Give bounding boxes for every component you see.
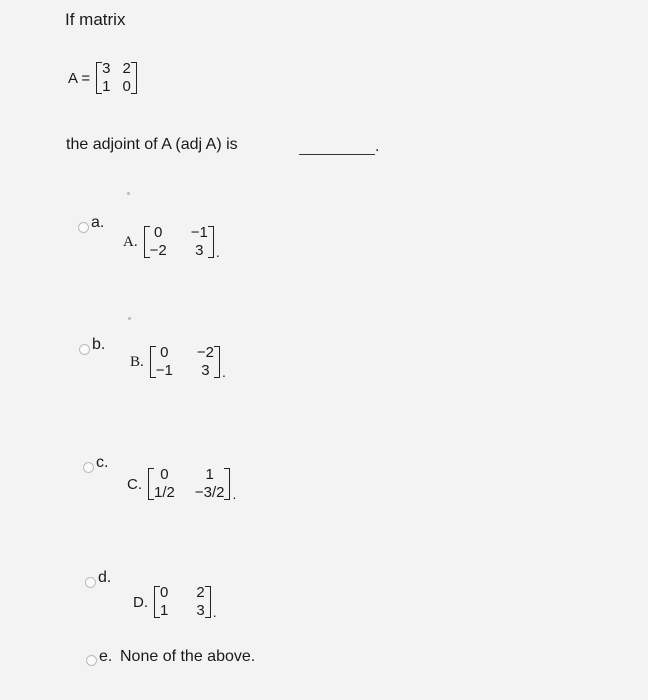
option-c-prefix: C. xyxy=(127,475,142,493)
option-b-letter[interactable]: b. xyxy=(92,336,106,353)
option-c-radio[interactable] xyxy=(83,462,94,473)
matrix-cell: −1 xyxy=(190,224,208,241)
matrix-cell: 3 xyxy=(195,242,204,259)
option-d-suffix: . xyxy=(212,604,217,620)
matrix-cell: 3 xyxy=(102,60,111,77)
option-a-prefix: A. xyxy=(123,233,138,250)
matrix-brackets xyxy=(148,466,230,502)
answer-blank xyxy=(299,154,375,155)
option-b-radio[interactable] xyxy=(79,344,90,355)
matrix-brackets xyxy=(144,224,214,260)
option-a-suffix: . xyxy=(215,244,220,260)
matrix-cell: 0 xyxy=(160,584,169,601)
option-b-suffix: . xyxy=(221,364,226,380)
question-matrix xyxy=(68,60,137,96)
matrix-brackets xyxy=(154,584,211,620)
matrix-cell: 2 xyxy=(122,60,131,77)
matrix-cell: 0 xyxy=(160,466,169,483)
option-d-matrix xyxy=(133,584,217,620)
option-c-letter[interactable]: c. xyxy=(96,454,109,471)
matrix-cell: −1 xyxy=(155,362,173,379)
option-e-radio[interactable] xyxy=(86,655,97,666)
option-a-matrix xyxy=(123,224,220,260)
matrix-cell: 0 xyxy=(122,78,131,95)
option-d-letter[interactable]: d. xyxy=(98,569,112,586)
option-a-radio[interactable] xyxy=(78,222,89,233)
matrix-cell: 1 xyxy=(102,78,111,95)
matrix-cell: 1 xyxy=(205,466,214,483)
matrix-cell: 3 xyxy=(196,602,205,619)
matrix-cell: 3 xyxy=(201,362,210,379)
matrix-cell: 2 xyxy=(196,584,205,601)
option-a-letter[interactable]: a. xyxy=(91,214,105,231)
question-intro: If matrix xyxy=(65,10,126,29)
matrix-brackets xyxy=(96,60,137,96)
matrix-brackets xyxy=(150,344,220,380)
matrix-cell: −2 xyxy=(149,242,167,259)
option-c-matrix xyxy=(127,466,236,502)
matrix-cell: 0 xyxy=(153,224,163,241)
matrix-cell: 1/2 xyxy=(154,484,175,501)
matrix-cell: −3/2 xyxy=(194,484,225,501)
matrix-cell: −2 xyxy=(196,344,214,361)
question-stem: the adjoint of A (adj A) is xyxy=(66,136,238,153)
option-e-text[interactable]: None of the above. xyxy=(120,648,256,665)
matrix-cell: 1 xyxy=(160,602,169,619)
option-c-suffix: . xyxy=(232,486,237,502)
scan-dot xyxy=(127,192,130,195)
scan-dot xyxy=(128,317,131,320)
option-d-prefix: D. xyxy=(133,593,148,611)
matrix-cell: 0 xyxy=(160,344,169,361)
option-b-prefix: B. xyxy=(130,353,144,370)
option-e-label[interactable]: e. xyxy=(99,648,113,665)
option-b-matrix xyxy=(130,344,226,380)
matrix-label: A = xyxy=(68,69,91,87)
option-d-radio[interactable] xyxy=(85,577,96,588)
stem-period: . xyxy=(375,138,380,155)
